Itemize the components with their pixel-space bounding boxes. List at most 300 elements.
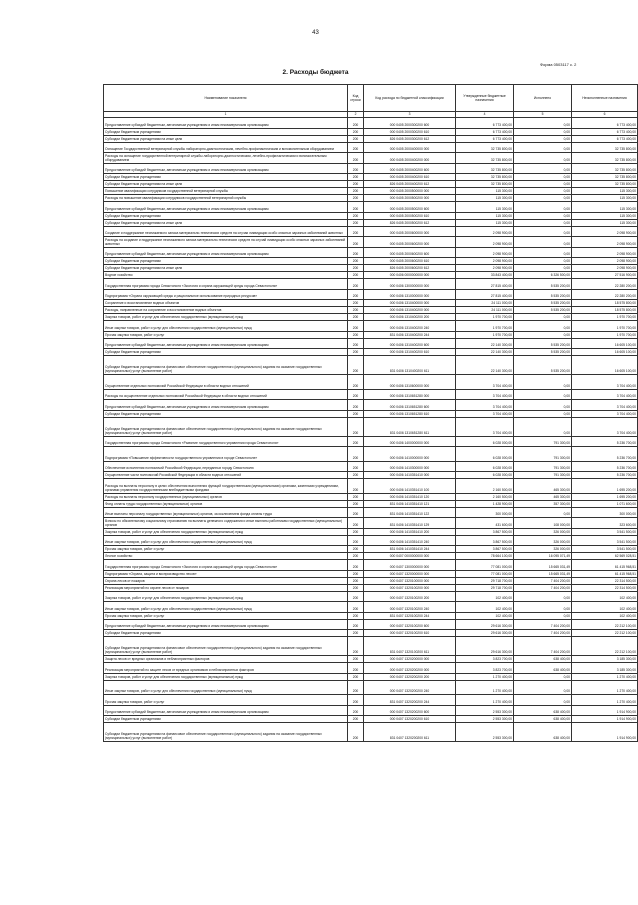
row-code: 200 (348, 560, 364, 571)
row-approved: 22 140 300,00 (456, 338, 514, 349)
row-remaining: 3 704 400,00 (572, 375, 638, 390)
row-name: Подпрограмма «Охрана окружающей среды и рациональное использование природных ресурсов» (104, 289, 348, 300)
row-name: Субсидии бюджетным учреждениям на иные цели (104, 265, 348, 272)
table-row (104, 307, 638, 314)
table-row (104, 195, 638, 202)
table-row (104, 135, 638, 142)
row-executed: 0,00 (514, 612, 572, 619)
row-code: 200 (348, 673, 364, 680)
row-executed: 0,00 (514, 602, 572, 613)
row-code: 200 (348, 226, 364, 237)
row-approved: 2 098 900,00 (456, 258, 514, 265)
row-executed: 791 300,00 (514, 447, 572, 462)
column-number: 4 (456, 112, 514, 118)
row-name: Субсидии бюджетным учреждениям на финансовое обеспечение государственного (муниципального) задания на оказание государственных (муниципальных) услуг (выполнение работ) (104, 356, 348, 375)
table-row (104, 265, 638, 272)
row-name: Осуществление отдельных полномочий Российской Федерации в области водных отношений (104, 375, 348, 390)
row-approved: 6 028 000,00 (456, 472, 514, 479)
row-code: 200 (348, 349, 364, 356)
row-approved: 29 718 700,00 (456, 577, 514, 584)
row-kbk: 000 0406 1410300000 000 (364, 461, 456, 472)
row-code: 200 (348, 188, 364, 195)
row-kbk: 831 0406 1410351410 129 (364, 518, 456, 529)
row-remaining: 1 914 900,00 (572, 716, 638, 723)
row-executed: 0,00 (514, 258, 572, 265)
row-name: Охрана лесов от пожаров (104, 577, 348, 584)
row-approved: 1 270 400,00 (456, 695, 514, 706)
table-body (104, 118, 638, 742)
table-row (104, 612, 638, 619)
row-approved: 2 098 900,00 (456, 265, 514, 272)
row-name: Субсидии бюджетным учреждениям (104, 349, 348, 356)
row-remaining: 22 212 100,00 (572, 630, 638, 637)
row-name: Государственная программа города Севастополя «Развитие государственного управления города Севастополя» (104, 436, 348, 447)
row-approved: 3 867 500,00 (456, 535, 514, 546)
row-executed: 7 404 200,00 (514, 630, 572, 637)
row-code: 200 (348, 577, 364, 584)
row-remaining: 5 236 700,00 (572, 472, 638, 479)
row-name: Прочая закупка товаров, работ и услуг (104, 695, 348, 706)
row-approved: 431 600,00 (456, 518, 514, 529)
row-code: 200 (348, 591, 364, 602)
header-code: Код строки (348, 85, 364, 112)
row-name: Предоставление субсидий бюджетным, автономным учреждениям и иным некоммерческим организациям (104, 118, 348, 129)
table-row (104, 493, 638, 500)
row-remaining: 1 970 700,00 (572, 321, 638, 332)
row-kbk: 826 0405 2000600200 612 (364, 265, 456, 272)
row-name: Иные закупки товаров, работ и услуг для обеспечения государственных (муниципальных) нужд (104, 535, 348, 546)
row-kbk: 831 0406 1410351410 121 (364, 500, 456, 507)
header-kbk: Код расхода по бюджетной классификации (364, 85, 456, 112)
table-row (104, 219, 638, 226)
row-kbk: 000 0406 1310400200 610 (364, 349, 456, 356)
row-approved: 32 735 800,00 (456, 174, 514, 181)
row-executed: 0,00 (514, 265, 572, 272)
row-approved: 3 823 700,00 (456, 663, 514, 674)
row-approved: 2 098 900,00 (456, 237, 514, 248)
row-code: 200 (348, 705, 364, 716)
row-kbk: 000 0406 1410351410 120 (364, 493, 456, 500)
row-name: Субсидии бюджетным учреждениям на иные цели (104, 219, 348, 226)
row-name: Расходы, направленные на сохранение и восстановление водных объектов (104, 307, 348, 314)
row-executed: 5 535 200,00 (514, 338, 572, 349)
row-name: Расходы на выплаты персоналу государственных (муниципальных) органов (104, 493, 348, 500)
row-kbk: 831 0406 1310651280 611 (364, 417, 456, 436)
table-row (104, 584, 638, 591)
header-approved: Утвержденные бюджетные назначения (456, 85, 514, 112)
row-code: 200 (348, 247, 364, 258)
row-remaining: 300 000,00 (572, 507, 638, 518)
row-approved: 2 553 300,00 (456, 716, 514, 723)
row-kbk: 000 0405 2000300200 600 (364, 118, 456, 129)
row-approved: 6 773 400,00 (456, 118, 514, 129)
row-kbk: 826 0405 2000400200 612 (364, 181, 456, 188)
row-remaining: 18 575 800,00 (572, 307, 638, 314)
row-name: Субсидии бюджетным учреждениям на финансовое обеспечение государственного (муниципального) задания на оказание государственных (муниципальных) услуг (выполнение работ) (104, 417, 348, 436)
row-code: 200 (348, 695, 364, 706)
form-code: Форма 0503117 с. 2 (540, 62, 577, 67)
table-row (104, 472, 638, 479)
row-kbk: 000 0406 1310400200 240 (364, 321, 456, 332)
table-row (104, 410, 638, 417)
row-name: Взносы по обязательному социальному страхованию на выплаты денежного содержания и иные выплаты работникам государственных (муниципальных) органов (104, 518, 348, 529)
row-executed: 791 300,00 (514, 461, 572, 472)
row-name: Защита лесов от вредных организмов и неблагоприятных факторов (104, 656, 348, 663)
row-approved: 102 400,00 (456, 602, 514, 613)
row-executed: 5 535 200,00 (514, 289, 572, 300)
row-executed: 0,00 (514, 163, 572, 174)
row-kbk: 000 0406 1310400200 600 (364, 338, 456, 349)
row-code: 200 (348, 174, 364, 181)
row-executed: 465 300,00 (514, 479, 572, 494)
row-code: 200 (348, 546, 364, 553)
table-row (104, 417, 638, 436)
table-row (104, 673, 638, 680)
row-approved: 115 300,00 (456, 202, 514, 213)
column-number: 2 (348, 112, 364, 118)
table-row (104, 723, 638, 742)
row-name: Оснащение Государственной ветеринарной службы лабораторно-диагностическим, лечебно-профилактическим и вспомогательным оборудованием (104, 142, 348, 153)
table-row (104, 258, 638, 265)
row-remaining: 3 185 300,00 (572, 656, 638, 663)
header-executed: Исполнено (514, 85, 572, 112)
row-code: 200 (348, 258, 364, 265)
row-executed: 0,00 (514, 331, 572, 338)
row-remaining: 32 735 800,00 (572, 174, 638, 181)
row-approved: 115 300,00 (456, 212, 514, 219)
row-remaining: 32 735 800,00 (572, 153, 638, 164)
row-remaining: 102 400,00 (572, 602, 638, 613)
row-approved: 1 270 400,00 (456, 680, 514, 695)
row-remaining: 3 541 500,00 (572, 546, 638, 553)
row-executed: 357 300,00 (514, 500, 572, 507)
row-name: Иные закупки товаров, работ и услуг для обеспечения государственных (муниципальных) нужд (104, 602, 348, 613)
table-row (104, 375, 638, 390)
row-code: 200 (348, 289, 364, 300)
row-executed: 0,00 (514, 410, 572, 417)
row-remaining: 22 314 500,00 (572, 584, 638, 591)
row-approved: 27 815 400,00 (456, 289, 514, 300)
row-kbk: 000 0406 1310400000 000 (364, 300, 456, 307)
table-row (104, 300, 638, 307)
row-remaining: 32 735 800,00 (572, 142, 638, 153)
row-kbk: 000 0406 1310000000 000 (364, 289, 456, 300)
row-name: Субсидии бюджетным учреждениям на финансовое обеспечение государственного (муниципального) задания на оказание государственных (муниципальных) услуг (выполнение работ) (104, 723, 348, 742)
table-row (104, 289, 638, 300)
row-code: 200 (348, 602, 364, 613)
row-remaining: 2 098 900,00 (572, 226, 638, 237)
row-approved: 6 028 000,00 (456, 436, 514, 447)
row-executed: 638 400,00 (514, 716, 572, 723)
table-row (104, 447, 638, 462)
row-code: 200 (348, 528, 364, 535)
table-row (104, 389, 638, 400)
row-executed: 0,00 (514, 400, 572, 411)
row-approved: 29 616 300,00 (456, 619, 514, 630)
row-name: Прочая закупка товаров, работ и услуг (104, 546, 348, 553)
row-name: Государственная программа города Севастополя «Экология и охрана окружающей среды города Севастополя» (104, 279, 348, 290)
row-approved: 3 867 500,00 (456, 528, 514, 535)
budget-expenses-table (103, 84, 638, 742)
row-name: Осуществление части полномочий Российской Федерации в области водных отношений (104, 472, 348, 479)
row-code: 200 (348, 417, 364, 436)
row-code: 200 (348, 135, 364, 142)
row-code: 200 (348, 436, 364, 447)
row-executed: 0,00 (514, 695, 572, 706)
column-number: 6 (572, 112, 638, 118)
row-kbk: 826 0405 2000500200 612 (364, 219, 456, 226)
table-row (104, 188, 638, 195)
row-code: 200 (348, 619, 364, 630)
row-executed: 0,00 (514, 389, 572, 400)
row-code: 200 (348, 656, 364, 663)
row-kbk: 000 0405 2000500200 600 (364, 202, 456, 213)
row-remaining: 115 300,00 (572, 219, 638, 226)
row-kbk: 831 0406 1310400200 611 (364, 356, 456, 375)
table-row (104, 602, 638, 613)
row-remaining: 5 236 700,00 (572, 447, 638, 462)
row-kbk: 000 0407 1320100200 600 (364, 619, 456, 630)
row-remaining: 1 695 200,00 (572, 493, 638, 500)
row-name: Субсидии бюджетным учреждениям на иные цели (104, 181, 348, 188)
row-executed: 0,00 (514, 507, 572, 518)
row-executed: 5 535 200,00 (514, 279, 572, 290)
table-row (104, 247, 638, 258)
row-code: 200 (348, 716, 364, 723)
row-remaining: 1 270 400,00 (572, 673, 638, 680)
row-remaining: 3 185 300,00 (572, 663, 638, 674)
table-row (104, 507, 638, 518)
table-row (104, 163, 638, 174)
row-remaining: 6 773 400,00 (572, 118, 638, 129)
row-approved: 29 718 700,00 (456, 584, 514, 591)
row-approved: 27 815 400,00 (456, 279, 514, 290)
row-code: 200 (348, 321, 364, 332)
row-approved: 3 704 400,00 (456, 410, 514, 417)
row-executed: 0,00 (514, 247, 572, 258)
row-executed: 0,00 (514, 417, 572, 436)
row-approved: 2 553 300,00 (456, 723, 514, 742)
row-remaining: 2 098 900,00 (572, 265, 638, 272)
row-kbk: 000 0407 0000000000 000 (364, 553, 456, 560)
row-kbk: 000 0406 1310651280 600 (364, 400, 456, 411)
row-name: Расходы на выплаты персоналу в целях обеспечения выполнения функций государственными (муниципальными) органами, казенными учреждениями, органами управления государственными внебюджетными фондами (104, 479, 348, 494)
row-name: Субсидии бюджетным учреждениям на иные цели (104, 135, 348, 142)
row-name: Закупка товаров, работ и услуг для обеспечения государственных (муниципальных) нужд (104, 528, 348, 535)
row-code: 200 (348, 410, 364, 417)
row-code: 200 (348, 118, 364, 129)
row-executed: 15 665 031,49 (514, 570, 572, 577)
row-kbk: 831 0406 1310400200 244 (364, 331, 456, 338)
row-approved: 6 028 000,00 (456, 461, 514, 472)
row-code: 200 (348, 570, 364, 577)
row-code: 200 (348, 553, 364, 560)
row-code: 200 (348, 356, 364, 375)
row-remaining: 32 735 800,00 (572, 181, 638, 188)
row-executed: 7 404 200,00 (514, 619, 572, 630)
row-approved: 3 704 400,00 (456, 389, 514, 400)
row-remaining: 16 605 100,00 (572, 349, 638, 356)
row-name: Водное хозяйство (104, 272, 348, 279)
row-approved: 1 970 700,00 (456, 314, 514, 321)
row-remaining: 1 270 400,00 (572, 680, 638, 695)
row-kbk: 000 0407 1300000000 000 (364, 560, 456, 571)
row-name: Иные выплаты персоналу государственных (муниципальных) органов, за исключением фонда оплаты труда (104, 507, 348, 518)
row-code: 200 (348, 400, 364, 411)
row-approved: 102 400,00 (456, 612, 514, 619)
row-remaining: 3 704 400,00 (572, 410, 638, 417)
row-name: Субсидии бюджетным учреждениям (104, 716, 348, 723)
row-name: Государственная программа города Севастополя «Экология и охрана окружающей среды города Севастополя» (104, 560, 348, 571)
row-remaining: 16 605 100,00 (572, 356, 638, 375)
page-number: 43 (312, 30, 319, 36)
row-kbk: 000 0406 1410351410 200 (364, 528, 456, 535)
table-row (104, 591, 638, 602)
table-row (104, 500, 638, 507)
row-remaining: 3 541 500,00 (572, 535, 638, 546)
row-executed: 108 000,00 (514, 518, 572, 529)
row-executed: 638 400,00 (514, 705, 572, 716)
row-approved: 77 081 000,00 (456, 570, 514, 577)
row-name: Субсидии бюджетным учреждениям (104, 174, 348, 181)
row-remaining: 1 914 900,00 (572, 723, 638, 742)
row-name: Предоставление субсидий бюджетным, автономным учреждениям и иным некоммерческим организациям (104, 619, 348, 630)
table-row (104, 331, 638, 338)
row-executed: 6 326 500,00 (514, 272, 572, 279)
row-kbk: 000 0407 1320000000 000 (364, 570, 456, 577)
row-name: Реализация мероприятий по охране лесов от пожаров (104, 584, 348, 591)
row-executed: 0,00 (514, 321, 572, 332)
row-kbk: 831 0407 1320200200 611 (364, 723, 456, 742)
row-name: Субсидии бюджетным учреждениям (104, 630, 348, 637)
row-kbk: 831 0406 1410351410 122 (364, 507, 456, 518)
row-code: 200 (348, 195, 364, 202)
row-remaining: 115 300,00 (572, 188, 638, 195)
row-approved: 102 400,00 (456, 591, 514, 602)
row-remaining: 115 300,00 (572, 195, 638, 202)
row-code: 200 (348, 680, 364, 695)
row-executed: 0,00 (514, 202, 572, 213)
table-row (104, 680, 638, 695)
row-code: 200 (348, 375, 364, 390)
row-remaining: 2 098 900,00 (572, 258, 638, 265)
row-remaining: 1 914 900,00 (572, 705, 638, 716)
row-remaining: 22 212 100,00 (572, 619, 638, 630)
row-code: 200 (348, 279, 364, 290)
row-approved: 2 553 300,00 (456, 705, 514, 716)
table-row (104, 619, 638, 630)
table-row (104, 663, 638, 674)
row-code: 200 (348, 472, 364, 479)
row-kbk: 000 0405 2000500000 000 (364, 188, 456, 195)
column-number: 5 (514, 112, 572, 118)
row-name: Реализация мероприятий по защите лесов от вредных организмов и неблагоприятных факторов (104, 663, 348, 674)
row-executed: 0,00 (514, 142, 572, 153)
row-code: 200 (348, 500, 364, 507)
row-remaining: 102 400,00 (572, 591, 638, 602)
row-executed: 16 095 071,49 (514, 553, 572, 560)
row-executed: 0,00 (514, 188, 572, 195)
row-name: Предоставление субсидий бюджетным, автономным учреждениям и иным некоммерческим организациям (104, 247, 348, 258)
row-kbk: 000 0407 1320100200 610 (364, 630, 456, 637)
table-row (104, 202, 638, 213)
table-row (104, 630, 638, 637)
row-kbk: 000 0407 1320200200 200 (364, 673, 456, 680)
row-name: Подпрограмма «Охрана, защита и воспроизводство лесов» (104, 570, 348, 577)
row-executed: 0,00 (514, 174, 572, 181)
row-kbk: 826 0405 2000300200 612 (364, 135, 456, 142)
row-remaining: 62 569 028,51 (572, 553, 638, 560)
row-kbk: 000 0406 1310600000 000 (364, 375, 456, 390)
row-code: 200 (348, 637, 364, 656)
row-executed: 0,00 (514, 591, 572, 602)
row-kbk: 000 0405 2000400200 610 (364, 174, 456, 181)
row-name: Субсидии бюджетным учреждениям (104, 410, 348, 417)
row-approved: 2 160 500,00 (456, 493, 514, 500)
table-row (104, 314, 638, 321)
row-approved: 2 160 500,00 (456, 479, 514, 494)
row-approved: 2 098 900,00 (456, 247, 514, 258)
table-row (104, 118, 638, 129)
row-remaining: 3 704 400,00 (572, 389, 638, 400)
row-name: Предоставление субсидий бюджетным, автономным учреждениям и иным некоммерческим организациям (104, 338, 348, 349)
header-row (104, 85, 638, 112)
row-approved: 6 773 400,00 (456, 128, 514, 135)
row-approved: 22 140 300,00 (456, 349, 514, 356)
table-row (104, 716, 638, 723)
row-remaining: 102 400,00 (572, 612, 638, 619)
row-kbk: 831 0406 1410351410 244 (364, 546, 456, 553)
row-remaining: 61 415 968,51 (572, 570, 638, 577)
row-executed: 7 404 200,00 (514, 577, 572, 584)
row-executed: 0,00 (514, 375, 572, 390)
row-remaining: 1 970 700,00 (572, 331, 638, 338)
row-remaining: 2 098 900,00 (572, 237, 638, 248)
row-kbk: 000 0407 1320200200 240 (364, 680, 456, 695)
table-row (104, 212, 638, 219)
row-approved: 3 867 500,00 (456, 546, 514, 553)
row-name: Иные закупки товаров, работ и услуг для обеспечения государственных (муниципальных) нужд (104, 680, 348, 695)
row-kbk: 000 0405 2000300200 610 (364, 128, 456, 135)
row-executed: 0,00 (514, 673, 572, 680)
row-code: 200 (348, 307, 364, 314)
row-name: Предоставление субсидий бюджетным, автономным учреждениям и иным некоммерческим организациям (104, 202, 348, 213)
row-code: 200 (348, 461, 364, 472)
row-kbk: 000 0406 1410351410 000 (364, 472, 456, 479)
row-code: 200 (348, 507, 364, 518)
row-kbk: 000 0407 1320200200 610 (364, 716, 456, 723)
row-approved: 29 616 300,00 (456, 630, 514, 637)
row-kbk: 000 0405 2000400200 600 (364, 163, 456, 174)
row-executed: 7 404 200,00 (514, 584, 572, 591)
row-name: Субсидии бюджетным учреждениям (104, 212, 348, 219)
row-remaining: 323 600,00 (572, 518, 638, 529)
table-row (104, 560, 638, 571)
row-remaining: 115 300,00 (572, 202, 638, 213)
row-remaining: 5 236 700,00 (572, 436, 638, 447)
row-executed: 5 535 200,00 (514, 356, 572, 375)
table-row (104, 705, 638, 716)
row-remaining: 18 575 800,00 (572, 300, 638, 307)
row-code: 200 (348, 128, 364, 135)
table-row (104, 518, 638, 529)
row-approved: 29 616 300,00 (456, 637, 514, 656)
row-name: Обеспечение исполнения полномочий Российской Федерации, переданных городу Севастополю (104, 461, 348, 472)
row-kbk: 000 0406 1310651280 610 (364, 410, 456, 417)
row-remaining: 22 280 200,00 (572, 289, 638, 300)
row-name: Повышение квалификации сотрудников государственной ветеринарной службы (104, 188, 348, 195)
row-code: 200 (348, 142, 364, 153)
